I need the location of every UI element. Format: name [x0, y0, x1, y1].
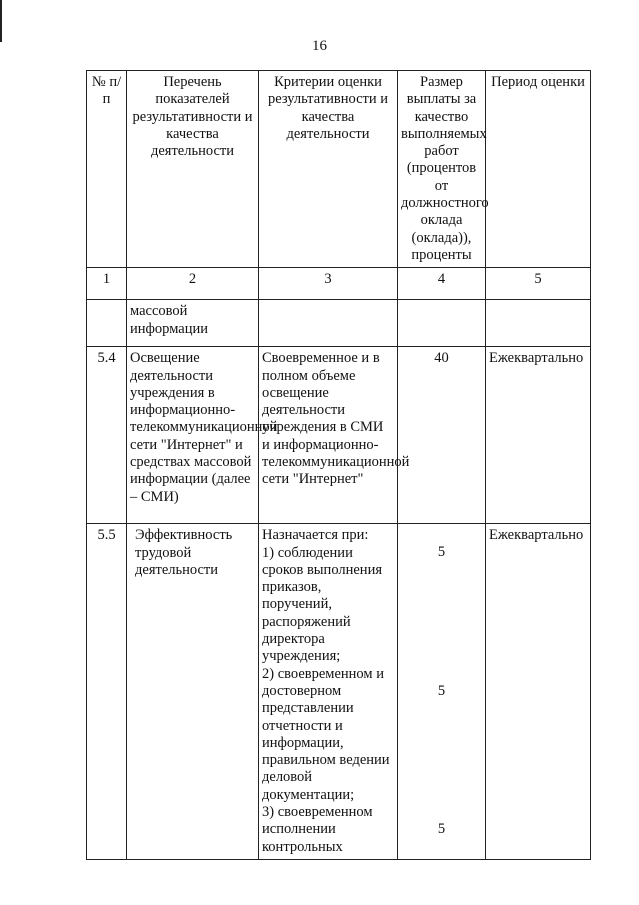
column-number: 2 [127, 268, 259, 300]
row-num: 5.4 [87, 347, 127, 524]
row-period: Ежеквартально [486, 347, 591, 524]
row-period [486, 300, 591, 347]
table-header-row [87, 71, 591, 268]
scan-edge-mark [0, 0, 2, 42]
column-number: 4 [398, 268, 486, 300]
table-row [87, 347, 591, 524]
header-criteria: Критерии оценки результативности и качества деятельности [259, 71, 398, 268]
row-value: 5 [437, 820, 446, 837]
row-num [87, 300, 127, 347]
row-value: 5 [437, 682, 446, 699]
criteria-table [86, 70, 591, 860]
table-row [87, 300, 591, 347]
row-criteria: Своевременное и в полном объеме освещение деятельности учреждения в СМИ и информационно-телекоммуникационной сети "Интернет" [259, 347, 398, 524]
row-indicator: массовой информации [127, 300, 259, 347]
column-number: 3 [259, 268, 398, 300]
header-payment-size: Размер выплаты за качество выполняемых работ (процентов от должностного оклада (оклада)), проценты [398, 71, 486, 268]
row-indicator: Освещение деятельности учреждения в информационно-телекоммуникационной сети "Интернет" и средствах массовой информации (далее – СМИ) [127, 347, 259, 524]
row-value: 5 [437, 544, 446, 561]
row-criteria: Назначается при: 1) соблюдении сроков выполнения приказов, поручений, распоряжений директора учреждения; 2) своевременном и достоверном представлении отчетности и информации, правильном ведении деловой документации; 3) своевременном исполнении контрольных [259, 524, 398, 860]
row-indicator: Эффективность трудовой деятельности [127, 524, 259, 860]
column-number: 5 [486, 268, 591, 300]
column-number-row [87, 268, 591, 300]
row-value: 40 [398, 347, 486, 524]
row-num: 5.5 [87, 524, 127, 860]
header-period: Период оценки [486, 71, 591, 268]
row-value [398, 300, 486, 347]
row-period: Ежеквартально [486, 524, 591, 860]
table-row [87, 524, 591, 860]
page-number: 16 [312, 38, 327, 54]
row-values [398, 524, 486, 860]
header-indicator: Перечень показателей результативности и качества деятельности [127, 71, 259, 268]
header-num: № п/п [87, 71, 127, 268]
row-criteria [259, 300, 398, 347]
column-number: 1 [87, 268, 127, 300]
